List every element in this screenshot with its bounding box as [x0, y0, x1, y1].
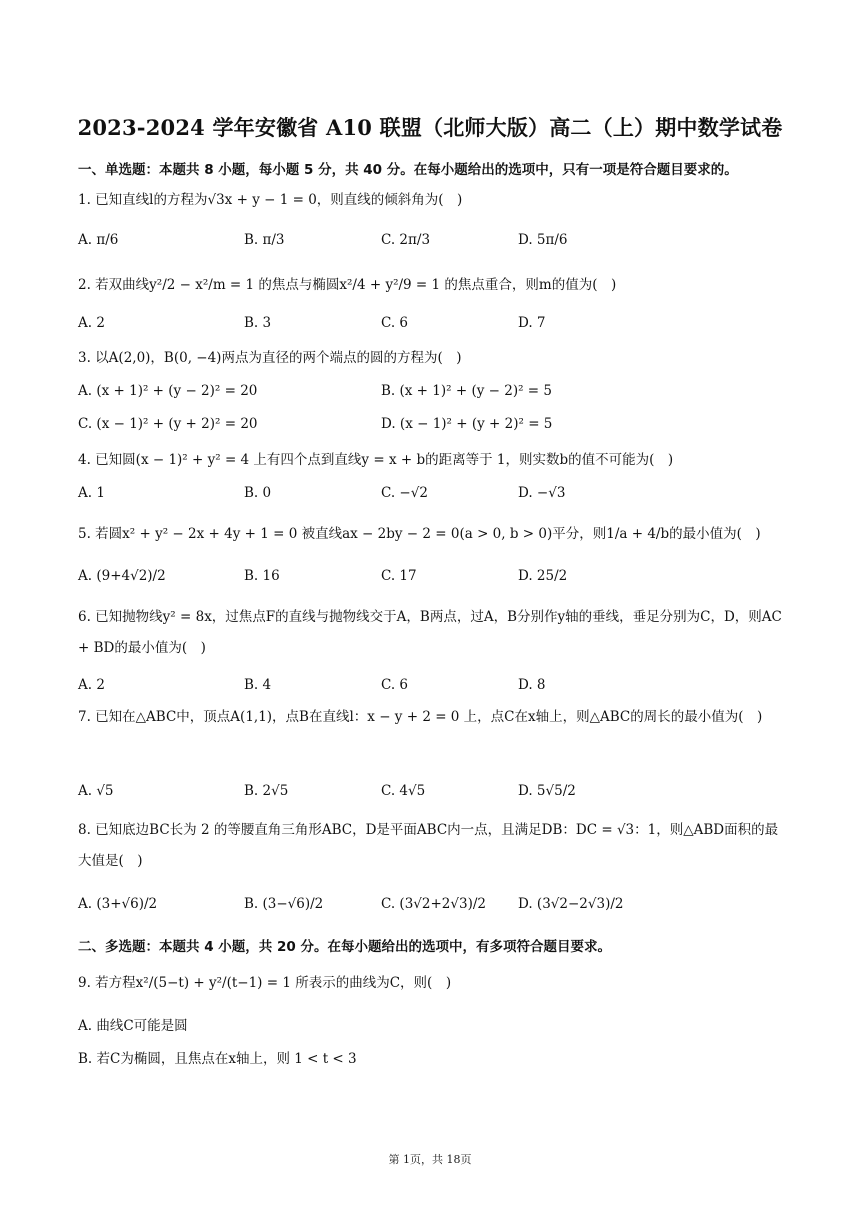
question-1-option-b: B. π/3: [244, 232, 285, 248]
question-7-option-c: C. 4√5: [381, 783, 426, 799]
question-5-option-a: A. (9+4√2)/2: [78, 568, 166, 584]
question-6-stem: 6. 已知抛物线y² = 8x，过焦点F的直线与抛物线交于A，B两点，过A，B分别作y轴的垂线，垂足分别为C，D，则AC + BD的最小值为( ): [78, 609, 782, 656]
question-8-option-b: B. (3−√6)/2: [244, 896, 324, 912]
question-5-option-c: C. 17: [381, 568, 417, 584]
question-1-option-d: D. 5π/6: [518, 232, 568, 248]
question-2-stem: 2. 若双曲线y²/2 − x²/m = 1 的焦点与椭圆x²/4 + y²/9 = 1 的焦点重合，则m的值为( ): [78, 277, 617, 293]
question-2-option-d: D. 7: [518, 315, 546, 331]
question-3-stem: 3. 以A(2,0)，B(0, −4)两点为直径的两个端点的圆的方程为( ): [78, 350, 462, 366]
question-2-option-c: C. 6: [381, 315, 409, 331]
question-6-option-c: C. 6: [381, 677, 409, 693]
question-2-option-a: A. 2: [78, 315, 105, 331]
question-3-option-b: B. (x + 1)² + (y − 2)² = 5: [381, 383, 552, 399]
question-3-option-a: A. (x + 1)² + (y − 2)² = 20: [78, 383, 258, 399]
question-3-option-d: D. (x − 1)² + (y + 2)² = 5: [381, 416, 553, 432]
question-8-stem: 8. 已知底边BC长为 2 的等腰直角三角形ABC，D是平面ABC内一点，且满足DB：DC = √3：1，则△ABD面积的最大值是( ): [78, 822, 779, 869]
question-4-option-a: A. 1: [78, 485, 105, 501]
page-footer: 第 1页，共 18页: [388, 1153, 472, 1166]
question-3-option-c: C. (x − 1)² + (y + 2)² = 20: [78, 416, 258, 432]
question-9-stem: 9. 若方程x²/(5−t) + y²/(t−1) = 1 所表示的曲线为C，则( ): [78, 975, 452, 991]
question-4-option-d: D. −√3: [518, 485, 566, 501]
question-7-option-a: A. √5: [78, 783, 114, 799]
question-5-stem: 5. 若圆x² + y² − 2x + 4y + 1 = 0 被直线ax − 2by − 2 = 0(a > 0, b > 0)平分，则1/a + 4/b的最小值为( ): [78, 526, 761, 542]
section-heading-single-choice: 一、单选题：本题共 8 小题，每小题 5 分，共 40 分。在每小题给出的选项中，只有一项是符合题目要求的。: [78, 162, 738, 178]
question-7-option-b: B. 2√5: [244, 783, 289, 799]
question-6-option-a: A. 2: [78, 677, 105, 693]
question-7-option-d: D. 5√5/2: [518, 783, 576, 799]
question-6-option-b: B. 4: [244, 677, 272, 693]
question-5-option-d: D. 25/2: [518, 568, 568, 584]
question-2-option-b: B. 3: [244, 315, 272, 331]
question-7-stem: 7. 已知在△ABC中，顶点A(1,1)，点B在直线l：x − y + 2 = 0 上，点C在x轴上，则△ABC的周长的最小值为( ): [78, 709, 763, 725]
question-9-option-b: B. 若C为椭圆，且焦点在x轴上，则 1 < t < 3: [78, 1051, 357, 1067]
section-heading-multiple-choice: 二、多选题：本题共 4 小题，共 20 分。在每小题给出的选项中，有多项符合题目要求。: [78, 939, 611, 955]
question-8-option-c: C. (3√2+2√3)/2: [381, 896, 486, 912]
question-8-option-d: D. (3√2−2√3)/2: [518, 896, 624, 912]
question-1-stem: 1. 已知直线l的方程为√3x + y − 1 = 0，则直线的倾斜角为( ): [78, 192, 463, 208]
question-9-option-a: A. 曲线C可能是圆: [78, 1018, 188, 1034]
question-4-stem: 4. 已知圆(x − 1)² + y² = 4 上有四个点到直线y = x + b的距离等于 1，则实数b的值不可能为( ): [78, 452, 674, 468]
question-8-option-a: A. (3+√6)/2: [78, 896, 158, 912]
question-1-option-a: A. π/6: [78, 232, 119, 248]
question-5-option-b: B. 16: [244, 568, 280, 584]
page-title: 2023-2024 学年安徽省 A10 联盟（北师大版）高二（上）期中数学试卷: [77, 115, 783, 140]
question-6-option-d: D. 8: [518, 677, 546, 693]
question-4-option-c: C. −√2: [381, 485, 428, 501]
question-1-option-c: C. 2π/3: [381, 232, 431, 248]
question-4-option-b: B. 0: [244, 485, 272, 501]
